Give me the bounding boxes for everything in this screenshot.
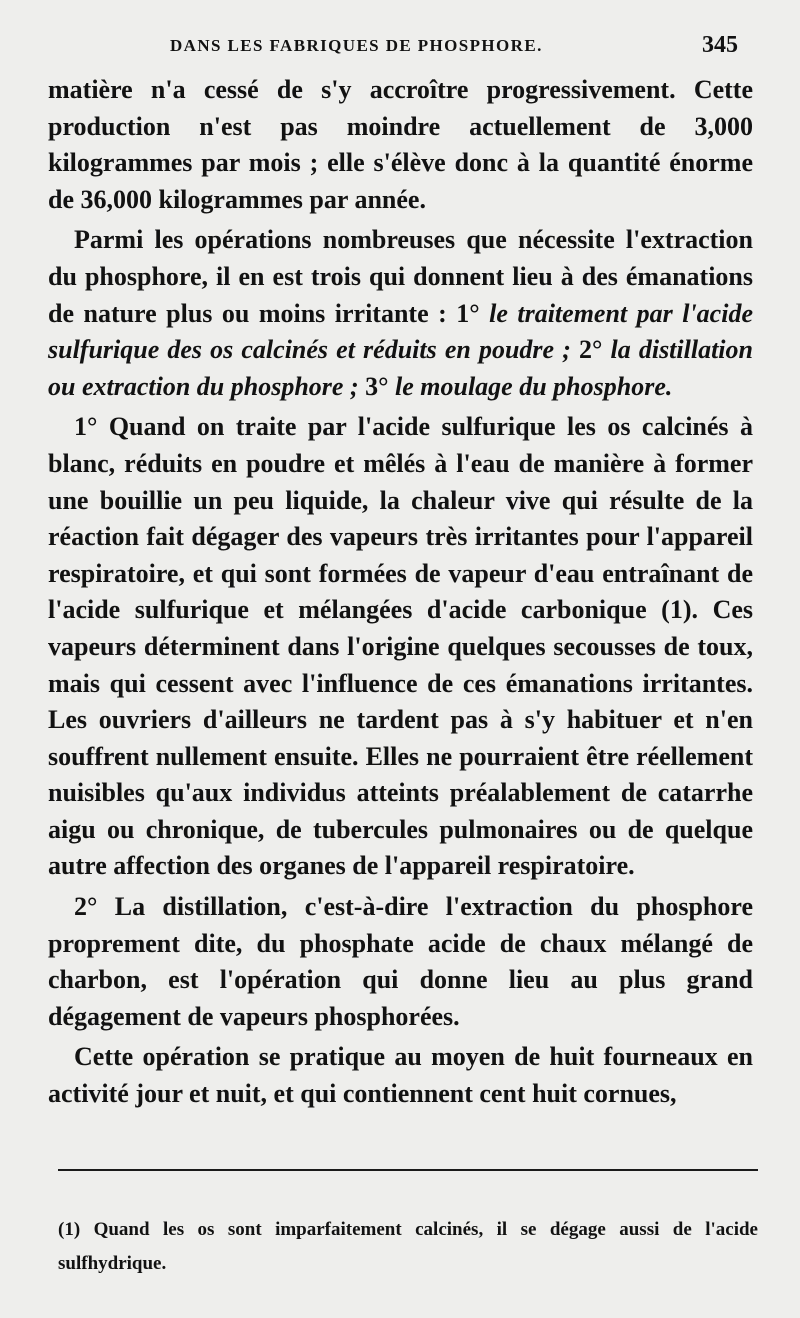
main-text — [48, 72, 753, 1113]
paragraph-2-intro: Parmi les opérations nombreuses que nécessite l'extraction du phosphore, il en est trois qui donnent lieu à des émanations de nature plus ou moins irritante : 1° — [48, 225, 753, 328]
operation-3: le moulage du phosphore. — [395, 371, 673, 401]
paragraph-3: 1° Quand on traite par l'acide sulfurique les os calcinés à blanc, réduits en poudre et mêlés à l'eau de manière à former une bouillie un peu liquide, la chaleur vive qui résulte de la réaction fait dégager des vapeurs très irritantes pour l'appareil respiratoire, et qui sont formées de vapeur d'eau entraînant de l'acide sulfurique et mélangées d'acide carbonique (1). Ces vapeurs déterminent dans l'origine quelques secousses de toux, mais qui cessent avec l'influence de ces émanations irritantes. Les ouvriers d'ailleurs ne tardent pas à s'y habituer et n'en souffrent nullement ensuite. Elles ne pourraient être réellement nuisibles qu'aux individus atteints préalablement de catarrhe aigu ou chronique, de tubercules pulmonaires ou de quelque autre affection des organes de l'appareil respiratoire. — [48, 412, 753, 881]
page-header — [170, 34, 738, 64]
page-number: 345 — [702, 32, 738, 58]
footnote: (1) Quand les os sont imparfaitement calcinés, il se dégage aussi de l'acide sulfhydrique. — [58, 1219, 758, 1274]
paragraph-2-sep-2: 3° — [358, 371, 396, 401]
paragraph-2-sep-1: 2° — [570, 335, 611, 365]
paragraph-2 — [48, 222, 753, 405]
paragraph-1: matière n'a cessé de s'y accroître progressivement. Cette production n'est pas moindre actuellement de 3,000 kilogrammes par mois ; elle s'élève donc à la quantité énorme de 36,000 kilogrammes par année. — [48, 75, 753, 214]
footnote-rule — [58, 1169, 758, 1171]
running-head: DANS LES FABRIQUES DE PHOSPHORE. — [170, 36, 543, 55]
paragraph-5: Cette opération se pratique au moyen de huit fourneaux en activité jour et nuit, et qui contiennent cent huit cornues, — [48, 1042, 753, 1109]
operation-1: le traitement par l'acide sulfurique des os calcinés et réduits en poudre ; — [48, 298, 753, 365]
operation-2: la distillation ou extraction du phosphore ; — [48, 335, 753, 401]
paragraph-4: 2° La distillation, c'est-à-dire l'extraction du phosphore proprement dite, du phosphate acide de chaux mélangé de charbon, est l'opération qui donne lieu au plus grand dégagement de vapeurs phosphorées. — [48, 892, 753, 1031]
